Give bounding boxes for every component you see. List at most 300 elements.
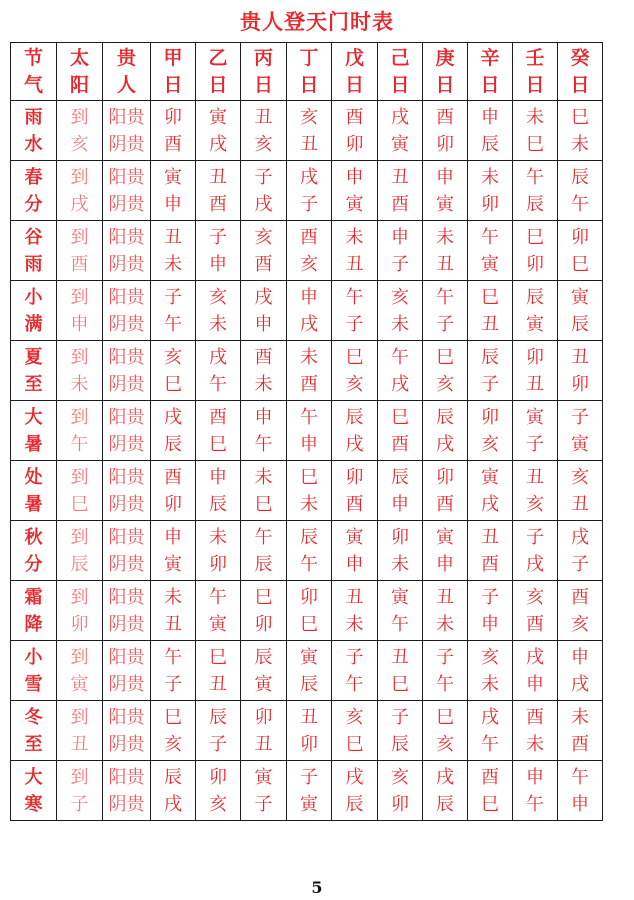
branch-cell-char: 亥 xyxy=(526,493,544,515)
branch-cell xyxy=(151,341,196,401)
branch-cell xyxy=(378,581,423,641)
branch-cell-char: 酉 xyxy=(571,733,589,755)
branch-cell xyxy=(287,281,332,341)
branch-cell xyxy=(513,761,558,821)
branch-cell-char: 卯 xyxy=(164,106,182,128)
branch-cell-char: 未 xyxy=(300,346,318,368)
branch-cell xyxy=(196,401,241,461)
column-header-char: 节 xyxy=(23,46,43,69)
branch-cell-char: 丑 xyxy=(164,613,182,635)
branch-cell xyxy=(378,221,423,281)
solar-term-cell-char: 春 xyxy=(24,166,43,188)
branch-cell-char: 亥 xyxy=(571,613,589,635)
branch-cell xyxy=(558,521,603,581)
branch-cell-char: 戌 xyxy=(209,133,227,155)
branch-cell xyxy=(513,641,558,701)
table-row xyxy=(11,521,603,581)
branch-cell-char: 辰 xyxy=(436,406,454,428)
branch-cell-char: 子 xyxy=(209,733,227,755)
branch-cell xyxy=(196,281,241,341)
branch-cell-char: 未 xyxy=(164,586,182,608)
branch-cell-char: 辰 xyxy=(526,286,544,308)
solar-term-cell xyxy=(11,521,57,581)
guiren-label-cell xyxy=(103,161,151,221)
solar-term-cell-char: 寒 xyxy=(24,793,43,815)
branch-cell-char: 巳 xyxy=(345,346,364,368)
sun-position-cell xyxy=(57,761,103,821)
branch-cell-char: 亥 xyxy=(209,286,227,308)
solar-term-cell xyxy=(11,221,57,281)
branch-cell xyxy=(468,581,513,641)
column-header-char: 日 xyxy=(390,73,410,96)
branch-cell-char: 丑 xyxy=(300,706,318,728)
branch-cell-char: 辰 xyxy=(481,346,499,368)
branch-cell-char: 子 xyxy=(164,286,182,308)
branch-cell xyxy=(332,341,378,401)
branch-cell xyxy=(468,461,513,521)
column-header xyxy=(423,43,468,101)
guiren-label-cell-char: 阳贵 xyxy=(108,286,145,308)
guiren-label-cell-char: 阴贵 xyxy=(108,193,145,215)
branch-cell xyxy=(513,221,558,281)
branch-cell xyxy=(332,521,378,581)
branch-cell-char: 未 xyxy=(300,493,318,515)
branch-cell-char: 戌 xyxy=(391,106,409,128)
branch-cell-char: 寅 xyxy=(481,253,499,275)
branch-cell-char: 申 xyxy=(436,166,454,188)
branch-cell xyxy=(513,581,558,641)
branch-cell-char: 辰 xyxy=(571,166,589,188)
branch-cell-char: 酉 xyxy=(345,106,364,128)
solar-term-cell xyxy=(11,341,57,401)
branch-cell xyxy=(196,521,241,581)
branch-cell-char: 子 xyxy=(300,193,318,215)
column-header-char: 日 xyxy=(570,73,590,96)
branch-cell-char: 卯 xyxy=(345,466,364,488)
sun-position-cell-char: 到 xyxy=(70,226,89,248)
branch-cell-char: 未 xyxy=(481,673,499,695)
branch-cell-char: 戌 xyxy=(481,493,499,515)
branch-cell xyxy=(513,341,558,401)
sun-position-cell-char: 到 xyxy=(70,586,89,608)
branch-cell-char: 巳 xyxy=(481,286,499,308)
branch-cell-char: 辰 xyxy=(209,706,227,728)
branch-cell xyxy=(332,641,378,701)
branch-cell-char: 巳 xyxy=(571,253,589,275)
branch-cell-char: 寅 xyxy=(391,586,409,608)
branch-cell-char: 丑 xyxy=(481,313,499,335)
guiren-label-cell-char: 阳贵 xyxy=(108,166,145,188)
branch-cell xyxy=(423,761,468,821)
branch-cell-char: 戌 xyxy=(526,646,544,668)
sun-position-cell-char: 丑 xyxy=(70,733,89,755)
branch-cell xyxy=(558,701,603,761)
column-header-char: 己 xyxy=(390,46,410,69)
branch-cell-char: 卯 xyxy=(300,733,318,755)
branch-cell-char: 亥 xyxy=(391,286,409,308)
branch-cell-char: 午 xyxy=(300,553,318,575)
branch-cell xyxy=(241,701,287,761)
branch-cell-char: 子 xyxy=(300,766,318,788)
branch-cell-char: 丑 xyxy=(209,673,227,695)
branch-cell xyxy=(423,461,468,521)
branch-cell-char: 午 xyxy=(436,673,454,695)
branch-cell xyxy=(241,161,287,221)
column-header xyxy=(103,43,151,101)
branch-cell xyxy=(558,101,603,161)
branch-cell-char: 丑 xyxy=(345,253,364,275)
branch-cell-char: 亥 xyxy=(526,586,544,608)
column-header-char: 壬 xyxy=(525,46,545,69)
branch-cell-char: 酉 xyxy=(481,553,499,575)
branch-cell-char: 申 xyxy=(391,493,409,515)
branch-cell-char: 酉 xyxy=(300,226,318,248)
branch-cell-char: 酉 xyxy=(209,193,227,215)
branch-cell xyxy=(513,521,558,581)
branch-cell-char: 申 xyxy=(345,553,364,575)
branch-cell xyxy=(513,101,558,161)
branch-cell xyxy=(423,701,468,761)
branch-cell-char: 未 xyxy=(481,166,499,188)
branch-cell-char: 子 xyxy=(571,406,589,428)
branch-cell-char: 午 xyxy=(391,613,409,635)
branch-cell-char: 午 xyxy=(254,526,273,548)
solar-term-cell xyxy=(11,641,57,701)
sun-position-cell-char: 到 xyxy=(70,646,89,668)
guiren-label-cell-char: 阳贵 xyxy=(108,106,145,128)
column-header-char: 日 xyxy=(299,73,319,96)
branch-cell-char: 辰 xyxy=(300,673,318,695)
branch-cell xyxy=(468,161,513,221)
branch-cell-char: 辰 xyxy=(254,553,273,575)
table-row xyxy=(11,101,603,161)
branch-cell xyxy=(468,701,513,761)
branch-cell xyxy=(287,461,332,521)
branch-cell-char: 午 xyxy=(481,226,499,248)
solar-term-cell-char: 水 xyxy=(24,133,43,155)
branch-cell-char: 午 xyxy=(254,433,273,455)
branch-cell-char: 卯 xyxy=(209,553,227,575)
branch-cell-char: 戌 xyxy=(391,373,409,395)
branch-cell-char: 丑 xyxy=(436,253,454,275)
branch-cell-char: 酉 xyxy=(391,433,409,455)
branch-cell-char: 丑 xyxy=(571,346,589,368)
branch-cell-char: 子 xyxy=(345,313,364,335)
branch-cell-char: 子 xyxy=(209,226,227,248)
branch-cell-char: 子 xyxy=(391,253,409,275)
sun-position-cell-char: 到 xyxy=(70,466,89,488)
branch-cell xyxy=(558,581,603,641)
column-header-char: 庚 xyxy=(435,46,455,69)
column-header-char: 贵 xyxy=(116,46,136,69)
branch-cell xyxy=(468,341,513,401)
branch-cell xyxy=(241,341,287,401)
header-row xyxy=(11,43,603,101)
guiren-label-cell xyxy=(103,701,151,761)
branch-cell-char: 戌 xyxy=(164,406,182,428)
branch-cell-char: 子 xyxy=(481,373,499,395)
guiren-label-cell xyxy=(103,761,151,821)
table-row xyxy=(11,401,603,461)
branch-cell-char: 申 xyxy=(345,166,364,188)
branch-cell xyxy=(423,221,468,281)
branch-cell-char: 午 xyxy=(436,286,454,308)
branch-cell xyxy=(241,101,287,161)
sun-position-cell-char: 到 xyxy=(70,106,89,128)
branch-cell-char: 未 xyxy=(526,733,544,755)
branch-cell xyxy=(558,401,603,461)
branch-cell-char: 寅 xyxy=(526,406,544,428)
branch-cell xyxy=(196,461,241,521)
branch-cell-char: 卯 xyxy=(254,706,273,728)
branch-cell xyxy=(196,761,241,821)
branch-cell xyxy=(287,101,332,161)
branch-cell-char: 申 xyxy=(254,406,273,428)
branch-cell-char: 卯 xyxy=(436,133,454,155)
branch-cell-char: 亥 xyxy=(254,226,273,248)
branch-cell-char: 午 xyxy=(209,373,227,395)
branch-cell-char: 卯 xyxy=(254,613,273,635)
column-header-char: 辛 xyxy=(480,46,500,69)
branch-cell-char: 辰 xyxy=(164,766,182,788)
branch-cell-char: 寅 xyxy=(164,166,182,188)
branch-cell-char: 申 xyxy=(526,766,544,788)
branch-cell-char: 亥 xyxy=(436,733,454,755)
branch-cell-char: 寅 xyxy=(254,766,273,788)
sun-position-cell xyxy=(57,521,103,581)
branch-cell xyxy=(196,641,241,701)
branch-cell-char: 戌 xyxy=(436,433,454,455)
column-header-char: 日 xyxy=(480,73,500,96)
branch-cell-char: 寅 xyxy=(164,553,182,575)
branch-cell-char: 辰 xyxy=(300,526,318,548)
branch-cell-char: 子 xyxy=(164,673,182,695)
guiren-label-cell-char: 阴贵 xyxy=(108,253,145,275)
branch-cell-char: 申 xyxy=(300,286,318,308)
branch-cell-char: 巳 xyxy=(481,793,499,815)
branch-cell-char: 未 xyxy=(164,253,182,275)
branch-cell xyxy=(196,581,241,641)
branch-cell-char: 卯 xyxy=(526,253,544,275)
sun-position-cell xyxy=(57,341,103,401)
solar-term-cell-char: 至 xyxy=(24,733,43,755)
sun-position-cell xyxy=(57,701,103,761)
sun-position-cell xyxy=(57,101,103,161)
sun-position-cell-char: 午 xyxy=(70,433,89,455)
guiren-label-cell xyxy=(103,641,151,701)
branch-cell-char: 酉 xyxy=(164,133,182,155)
branch-cell-char: 子 xyxy=(526,526,544,548)
branch-cell xyxy=(151,581,196,641)
branch-cell-char: 卯 xyxy=(209,766,227,788)
branch-cell-char: 卯 xyxy=(526,346,544,368)
branch-cell xyxy=(196,161,241,221)
branch-cell-char: 寅 xyxy=(391,133,409,155)
branch-cell-char: 寅 xyxy=(481,466,499,488)
guiren-label-cell xyxy=(103,401,151,461)
branch-cell-char: 寅 xyxy=(209,106,227,128)
sun-position-cell-char: 巳 xyxy=(70,493,89,515)
sun-position-cell xyxy=(57,401,103,461)
branch-cell-char: 酉 xyxy=(436,106,454,128)
branch-cell-char: 未 xyxy=(571,133,589,155)
branch-cell-char: 戌 xyxy=(571,526,589,548)
branch-cell-char: 申 xyxy=(164,193,182,215)
column-header-char: 气 xyxy=(23,73,43,96)
branch-cell-char: 丑 xyxy=(526,373,544,395)
branch-cell-char: 未 xyxy=(526,106,544,128)
branch-cell-char: 酉 xyxy=(481,766,499,788)
sun-position-cell-char: 到 xyxy=(70,406,89,428)
branch-cell-char: 寅 xyxy=(571,433,589,455)
solar-term-cell-char: 雨 xyxy=(24,106,43,128)
sun-position-cell xyxy=(57,281,103,341)
branch-cell xyxy=(151,401,196,461)
branch-cell xyxy=(241,281,287,341)
guiren-label-cell-char: 阳贵 xyxy=(108,406,145,428)
solar-term-cell xyxy=(11,581,57,641)
branch-cell-char: 亥 xyxy=(164,733,182,755)
solar-term-cell xyxy=(11,101,57,161)
branch-cell-char: 卯 xyxy=(300,586,318,608)
column-header-char: 日 xyxy=(253,73,273,96)
branch-cell-char: 申 xyxy=(526,673,544,695)
branch-cell-char: 亥 xyxy=(571,466,589,488)
solar-term-cell-char: 谷 xyxy=(24,226,43,248)
branch-cell xyxy=(468,521,513,581)
solar-term-cell-char: 大 xyxy=(24,406,43,428)
branch-cell-char: 子 xyxy=(481,586,499,608)
branch-cell-char: 丑 xyxy=(436,586,454,608)
solar-term-cell-char: 至 xyxy=(24,373,43,395)
sun-position-cell xyxy=(57,221,103,281)
branch-cell xyxy=(196,221,241,281)
column-header xyxy=(57,43,103,101)
sun-position-cell-char: 亥 xyxy=(70,133,89,155)
branch-cell xyxy=(558,341,603,401)
solar-term-cell-char: 分 xyxy=(24,193,43,215)
branch-cell-char: 酉 xyxy=(571,586,589,608)
branch-cell xyxy=(558,221,603,281)
table-row xyxy=(11,701,603,761)
branch-cell xyxy=(378,461,423,521)
branch-cell xyxy=(423,401,468,461)
sun-position-cell-char: 子 xyxy=(70,793,89,815)
branch-cell-char: 戌 xyxy=(209,346,227,368)
column-header xyxy=(378,43,423,101)
branch-cell-char: 卯 xyxy=(571,226,589,248)
guiren-label-cell-char: 阴贵 xyxy=(108,373,145,395)
sun-position-cell-char: 卯 xyxy=(70,613,89,635)
guiren-label-cell-char: 阴贵 xyxy=(108,133,145,155)
branch-cell-char: 巳 xyxy=(526,133,544,155)
guiren-label-cell-char: 阴贵 xyxy=(108,313,145,335)
branch-cell-char: 午 xyxy=(345,286,364,308)
guiren-label-cell-char: 阳贵 xyxy=(108,586,145,608)
branch-cell-char: 丑 xyxy=(526,466,544,488)
branch-cell xyxy=(513,161,558,221)
column-header xyxy=(11,43,57,101)
guiren-label-cell xyxy=(103,281,151,341)
branch-cell-char: 丑 xyxy=(254,106,273,128)
column-header xyxy=(241,43,287,101)
branch-cell-char: 卯 xyxy=(571,373,589,395)
guiren-label-cell-char: 阴贵 xyxy=(108,733,145,755)
branch-cell-char: 子 xyxy=(436,646,454,668)
branch-cell-char: 子 xyxy=(254,793,273,815)
branch-cell-char: 辰 xyxy=(391,466,409,488)
branch-cell-char: 巳 xyxy=(164,706,182,728)
branch-cell-char: 丑 xyxy=(209,166,227,188)
branch-cell-char: 辰 xyxy=(254,646,273,668)
table-row xyxy=(11,281,603,341)
branch-cell-char: 寅 xyxy=(526,313,544,335)
branch-cell-char: 午 xyxy=(300,406,318,428)
branch-cell xyxy=(196,101,241,161)
branch-cell-char: 亥 xyxy=(391,766,409,788)
branch-cell xyxy=(241,461,287,521)
guiren-label-cell-char: 阳贵 xyxy=(108,706,145,728)
branch-cell-char: 寅 xyxy=(254,673,273,695)
sun-position-cell-char: 酉 xyxy=(70,253,89,275)
solar-term-cell-char: 小 xyxy=(24,646,43,668)
branch-cell-char: 寅 xyxy=(345,193,364,215)
column-header-char: 日 xyxy=(344,73,364,96)
branch-cell xyxy=(558,461,603,521)
solar-term-cell-char: 夏 xyxy=(24,346,43,368)
branch-cell-char: 寅 xyxy=(571,286,589,308)
branch-cell xyxy=(513,401,558,461)
branch-cell xyxy=(241,641,287,701)
branch-cell xyxy=(558,641,603,701)
branch-cell-char: 戌 xyxy=(300,166,318,188)
branch-cell-char: 巳 xyxy=(254,586,273,608)
branch-cell-char: 丑 xyxy=(481,526,499,548)
branch-cell-char: 丑 xyxy=(391,166,409,188)
column-header xyxy=(196,43,241,101)
column-header-char: 太 xyxy=(69,46,89,69)
branch-cell xyxy=(378,521,423,581)
branch-cell-char: 申 xyxy=(481,106,499,128)
branch-cell-char: 寅 xyxy=(436,193,454,215)
sun-position-cell xyxy=(57,581,103,641)
branch-cell xyxy=(196,701,241,761)
branch-cell xyxy=(332,701,378,761)
guiren-label-cell-char: 阴贵 xyxy=(108,553,145,575)
solar-term-cell xyxy=(11,281,57,341)
solar-term-cell-char: 暑 xyxy=(24,433,43,455)
branch-cell-char: 巳 xyxy=(571,106,589,128)
sun-position-cell-char: 到 xyxy=(70,766,89,788)
branch-cell xyxy=(287,521,332,581)
guiren-label-cell-char: 阴贵 xyxy=(108,673,145,695)
branch-cell xyxy=(151,641,196,701)
branch-cell xyxy=(332,101,378,161)
branch-cell-char: 午 xyxy=(526,793,544,815)
branch-cell-char: 戌 xyxy=(481,706,499,728)
solar-term-cell-char: 冬 xyxy=(24,706,43,728)
branch-cell-char: 午 xyxy=(164,313,182,335)
branch-cell-char: 丑 xyxy=(254,733,273,755)
branch-cell-char: 卯 xyxy=(436,466,454,488)
branch-cell xyxy=(332,161,378,221)
branch-cell xyxy=(423,281,468,341)
guiren-label-cell-char: 阳贵 xyxy=(108,346,145,368)
branch-cell-char: 巳 xyxy=(391,673,409,695)
column-header-char: 人 xyxy=(116,73,136,96)
branch-cell xyxy=(513,461,558,521)
branch-cell-char: 辰 xyxy=(209,493,227,515)
